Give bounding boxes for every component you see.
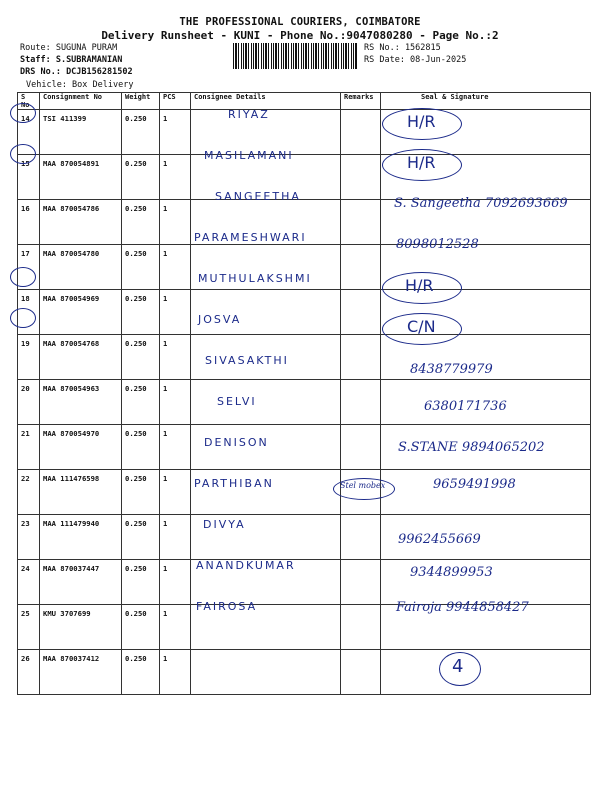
row-weight: 0.250 [122,515,160,560]
row-remarks [341,290,381,335]
vehicle: Vehicle: Box Delivery [26,80,134,90]
row-sno: 15 [18,155,40,200]
row-sno: 22 [18,470,40,515]
signature-handwriting: 6380171736 [424,399,507,414]
row-sno: 21 [18,425,40,470]
row-consignment-no: MAA 870054768 [40,335,122,380]
runsheet-subtitle: Delivery Runsheet - KUNI - Phone No.:9047080280 - Page No.:2 [101,29,499,42]
row-pcs: 1 [160,335,191,380]
row-consignment-no: MAA 870054780 [40,245,122,290]
row-consignment-no: KMU 3707699 [40,605,122,650]
row-weight: 0.250 [122,155,160,200]
row-pcs: 1 [160,425,191,470]
rs-number: RS No.: 1562815 [364,43,441,53]
col-weight: Weight [122,93,160,110]
row-sno: 17 [18,245,40,290]
row-consignment-no: MAA 111476598 [40,470,122,515]
row-weight: 0.250 [122,335,160,380]
row-remarks [341,425,381,470]
table-row [18,650,591,695]
page-count-mark: 4 [452,656,464,677]
consignee-handwriting: SELVI [217,395,257,408]
consignee-handwriting: PARAMESHWARI [194,231,307,244]
rs-date: RS Date: 08-Jun-2025 [364,55,467,65]
signature-handwriting: 9344899953 [410,565,493,580]
consignee-handwriting: PARTHIBAN [194,477,274,490]
col-remarks: Remarks [341,93,381,110]
col-consignee: Consignee Details [191,93,341,110]
row-weight: 0.250 [122,245,160,290]
row-remarks [341,335,381,380]
row-sno: 16 [18,200,40,245]
row-pcs: 1 [160,110,191,155]
staff [20,55,122,65]
row-pcs: 1 [160,560,191,605]
row-weight: 0.250 [122,605,160,650]
staff-name: S.SUBRAMANIAN [55,55,123,65]
consignee-handwriting: ANANDKUMAR [196,559,296,572]
row-remarks [341,650,381,695]
table-row [18,560,591,605]
row-consignment-no: MAA 111479940 [40,515,122,560]
company-title: THE PROFESSIONAL COURIERS, COIMBATORE [179,16,421,28]
sno-circle-mark [10,144,36,164]
row-consignment-no: MAA 870037447 [40,560,122,605]
drs-no [20,67,133,77]
consignee-handwriting: SANGEETHA [215,190,301,203]
row-consignment-no: MAA 870054963 [40,380,122,425]
row-pcs: 1 [160,515,191,560]
signature-handwriting: 8438779979 [410,362,493,377]
drs-value: DCJB156281502 [66,67,133,77]
row-sno: 25 [18,605,40,650]
row-weight: 0.250 [122,200,160,245]
table-row [18,335,591,380]
row-pcs: 1 [160,470,191,515]
drs-label: DRS No.: [20,67,67,77]
consignee-handwriting: MUTHULAKSHMI [198,272,312,285]
barcode [233,43,357,69]
row-seal-signature [381,650,591,695]
consignee-handwriting: DENISON [204,436,269,449]
staff-label: Staff: [20,55,56,65]
row-remarks [341,200,381,245]
row-remarks [341,380,381,425]
sno-circle-mark [10,103,36,123]
signature-handwriting: Fairoja 9944858427 [396,600,529,615]
row-consignment-no: MAA 870054970 [40,425,122,470]
consignee-handwriting: RIYAZ [228,108,270,121]
table-row [18,515,591,560]
table-row [18,110,591,155]
sno-circle-mark [10,308,36,328]
row-weight: 0.250 [122,650,160,695]
row-consignment-no: MAA 870054891 [40,155,122,200]
row-remarks [341,110,381,155]
row-consignment-no: MAA 870054969 [40,290,122,335]
signature-handwriting: 8098012528 [396,237,479,252]
seal-mark: C/N [407,317,436,336]
row-consignee [191,380,341,425]
signature-handwriting: 9659491998 [433,477,516,492]
row-consignment-no: TSI 411399 [40,110,122,155]
consignee-handwriting: DIVYA [203,518,246,531]
row-weight: 0.250 [122,290,160,335]
row-weight: 0.250 [122,560,160,605]
consignee-handwriting: FAIROSA [196,600,258,613]
table-row [18,290,591,335]
row-remarks [341,560,381,605]
row-sno: 20 [18,380,40,425]
row-sno: 26 [18,650,40,695]
col-pcs: PCS [160,93,191,110]
signature-handwriting: 9962455669 [398,532,481,547]
consignee-handwriting: JOSVA [198,313,242,326]
col-sno: S No [18,93,40,110]
row-pcs: 1 [160,245,191,290]
row-consignment-no: MAA 870054786 [40,200,122,245]
row-remarks [341,245,381,290]
table-header-row [18,93,591,110]
row-sno: 18 [18,290,40,335]
row-sno: 19 [18,335,40,380]
route: Route: SUGUNA PURAM [20,43,118,53]
row-sno: 14 [18,110,40,155]
row-weight: 0.250 [122,110,160,155]
row-remarks [341,605,381,650]
row-weight: 0.250 [122,380,160,425]
remarks-handwriting: Stel mobex [340,481,386,490]
row-pcs: 1 [160,290,191,335]
consignee-handwriting: SIVASAKTHI [205,354,289,367]
row-sno: 24 [18,560,40,605]
row-pcs: 1 [160,200,191,245]
consignee-handwriting: MASILAMANI [204,149,294,162]
seal-mark: H/R [405,276,434,295]
table-row [18,155,591,200]
row-consignment-no: MAA 870037412 [40,650,122,695]
seal-mark: H/R [407,153,436,172]
row-pcs: 1 [160,650,191,695]
row-consignee [191,290,341,335]
row-remarks [341,515,381,560]
col-seal: Seal & Signature [381,93,591,110]
row-weight: 0.250 [122,425,160,470]
signature-handwriting: S. Sangeetha 7092693669 [394,196,568,211]
row-weight: 0.250 [122,470,160,515]
row-remarks [341,155,381,200]
row-pcs: 1 [160,155,191,200]
col-consignment: Consignment No [40,93,122,110]
sno-circle-mark [10,267,36,287]
seal-mark: H/R [407,112,436,131]
row-pcs: 1 [160,605,191,650]
row-sno: 23 [18,515,40,560]
signature-handwriting: S.STANE 9894065202 [398,440,545,455]
row-consignee [191,650,341,695]
row-pcs: 1 [160,380,191,425]
